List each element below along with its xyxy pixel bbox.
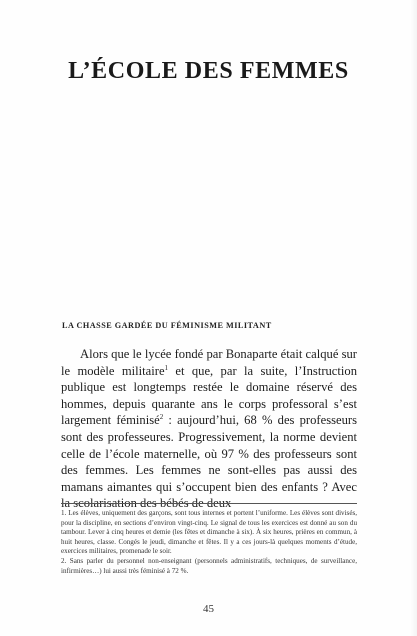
body-text-part-2: et que, par la suite, l’Instruction publique est longtemps restée le domaine réservé des hommes, depuis quarante ans le corps professoral s’est largement féminisé	[61, 363, 357, 428]
footnote-2: 2. Sans parler du personnel non-enseignant (personnels administratifs, techniques, de surveillance, infirmières…) lui aussi très féminisé à 72 %.	[61, 556, 357, 575]
footnote-separator	[61, 503, 357, 504]
page-number: 45	[203, 603, 214, 615]
footnote-1: 1. Les élèves, uniquement des garçons, sont tous internes et portent l’uniforme. Les élèves sont divisés, pour la discipline, en sections d’environ vingt-cinq. Le signal de tous les exercices est donné au son du tambour. Lever à cinq heures et demie (les fêtes et dimanche à six). À six heures, prières en commun, à huit heures, classe. Congés le jeudi, dimanche et fêtes. Il y a ces jours-là quelques moments d’étude, exercices militaires, promenade le soir.	[61, 509, 357, 556]
page-edge-shadow	[410, 0, 417, 636]
body-paragraph	[61, 346, 357, 512]
footnote-reference-1: 1	[164, 363, 169, 372]
section-heading: LA CHASSE GARDÉE DU FÉMINISME MILITANT	[62, 321, 272, 330]
chapter-title: L’ÉCOLE DES FEMMES	[68, 58, 349, 84]
footnote-reference-2: 2	[159, 413, 164, 422]
footnotes	[61, 509, 357, 576]
body-text-part-3: : aujourd’hui, 68 % des professeurs sont des professeures. Progressivement, la norme devient celle de l’école maternelle, où 97 % des professeurs sont des femmes. Les femmes ne sont-elles pas aussi des mamans aimantes qui s’occupent bien des enfants ? Avec la scolarisation des bébés de deux	[61, 413, 357, 511]
body-text-part-1: Alors que le lycée fondé par Bonaparte était calqué sur le modèle militaire	[61, 347, 357, 378]
